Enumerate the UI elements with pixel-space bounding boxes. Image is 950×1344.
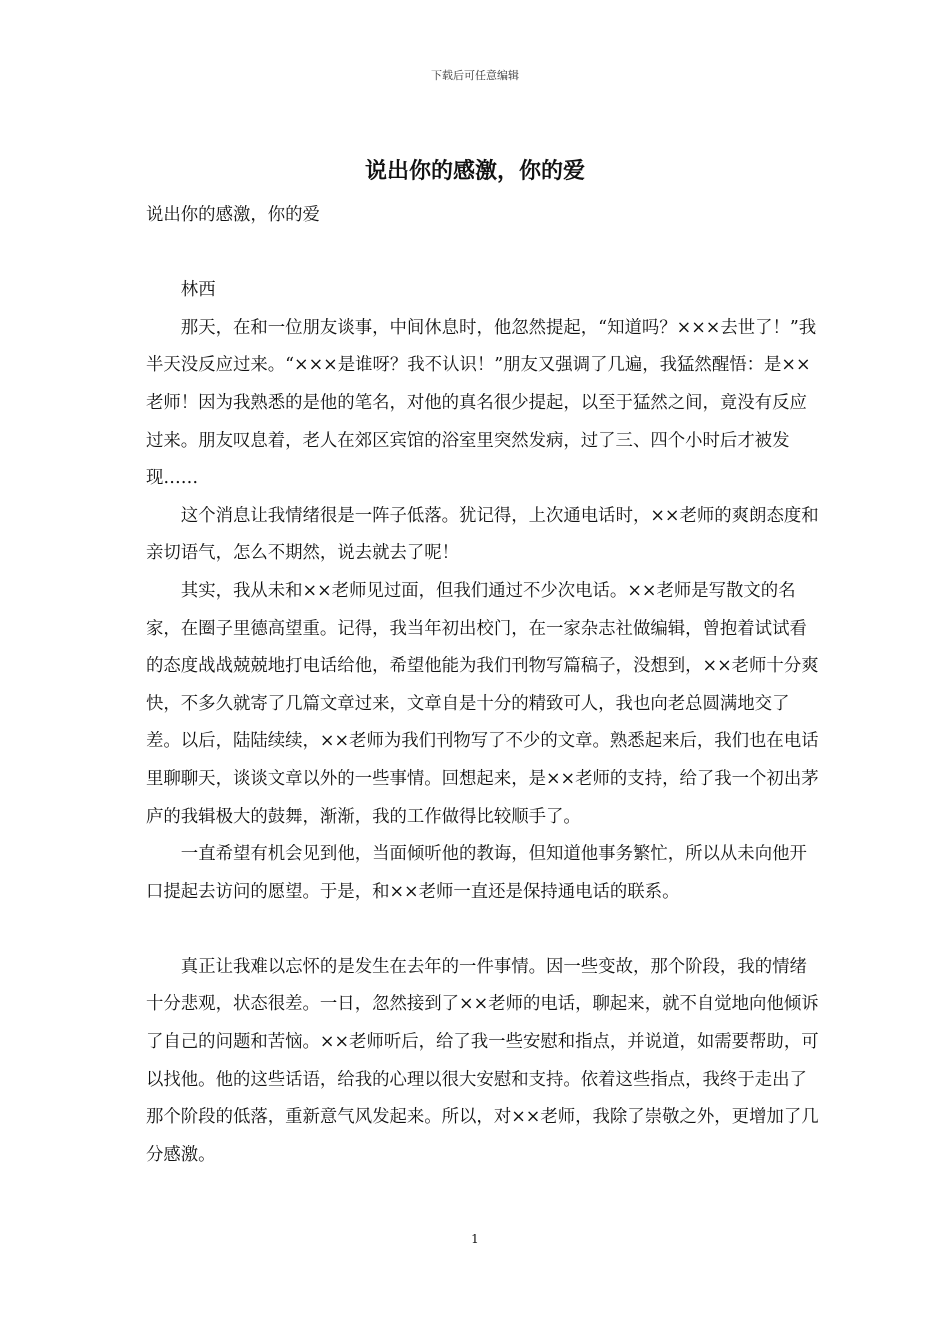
header-note: 下载后可任意编辑 (431, 69, 519, 82)
document-title: 说出你的感激，你的爱 (364, 158, 585, 184)
paragraph-3: 其实，我从未和××老师见过面，但我们通过不少次电话。××老师是写散文的名家，在圈子里德高望重。记得，我当年初出校门，在一家杂志社做编辑，曾抱着试试看的态度战战兢兢地打电话给他，希望他能为我们刊物写篇稿子，没想到，××老师十分爽快，不多久就寄了几篇文章过来，文章自是十分的精致可人，我也向老总圆满地交了差。以后，陆陆续续，××老师为我们刊物写了不少的文章。熟悉起来后，我们也在电话里聊聊天，谈谈文章以外的一些事情。回想起来，是××老师的支持，给了我一个初出茅庐的我辑极大的鼓舞，渐渐，我的工作做得比较顺手了。 (146, 580, 819, 827)
document-body (146, 197, 822, 1174)
paragraph-1: 那天，在和一位朋友谈事，中间休息时，他忽然提起，“知道吗？×××去世了！”我半天没反应过来。“×××是谁呀？我不认识！”朋友又强调了几遍，我猛然醒悟：是××老师！因为我熟悉的是他的笔名，对他的真名很少提起，以至于猛然之间，竟没有反应过来。朋友叹息着，老人在郊区宾馆的浴室里突然发病，过了三、四个小时后才被发现…… (146, 317, 817, 489)
blank-line (146, 911, 822, 949)
page-number: 1 (471, 1232, 479, 1246)
paragraph-2: 这个消息让我情绪很是一阵子低落。犹记得，上次通电话时，××老师的爽朗态度和亲切语气，怎么不期然，说去就去了呢！ (146, 505, 819, 564)
blank-line (146, 235, 822, 273)
paragraph-4: 一直希望有机会见到他，当面倾听他的教诲，但知道他事务繁忙，所以从未向他开口提起去访问的愿望。于是，和××老师一直还是保持通电话的联系。 (146, 844, 807, 902)
author-name: 林西 (180, 280, 216, 301)
subtitle: 说出你的感激，你的爱 (146, 205, 320, 225)
paragraph-5: 真正让我难以忘怀的是发生在去年的一件事情。因一些变故，那个阶段，我的情绪十分悲观，状态很差。一日，忽然接到了××老师的电话，聊起来，就不自觉地向他倾诉了自己的问题和苦恼。××老师听后，给了我一些安慰和指点，并说道，如需要帮助，可以找他。他的这些话语，给我的心理以很大安慰和支持。依着这些指点，我终于走出了那个阶段的低落，重新意气风发起来。所以，对××老师，我除了崇敬之外，更增加了几分感激。 (146, 956, 819, 1165)
